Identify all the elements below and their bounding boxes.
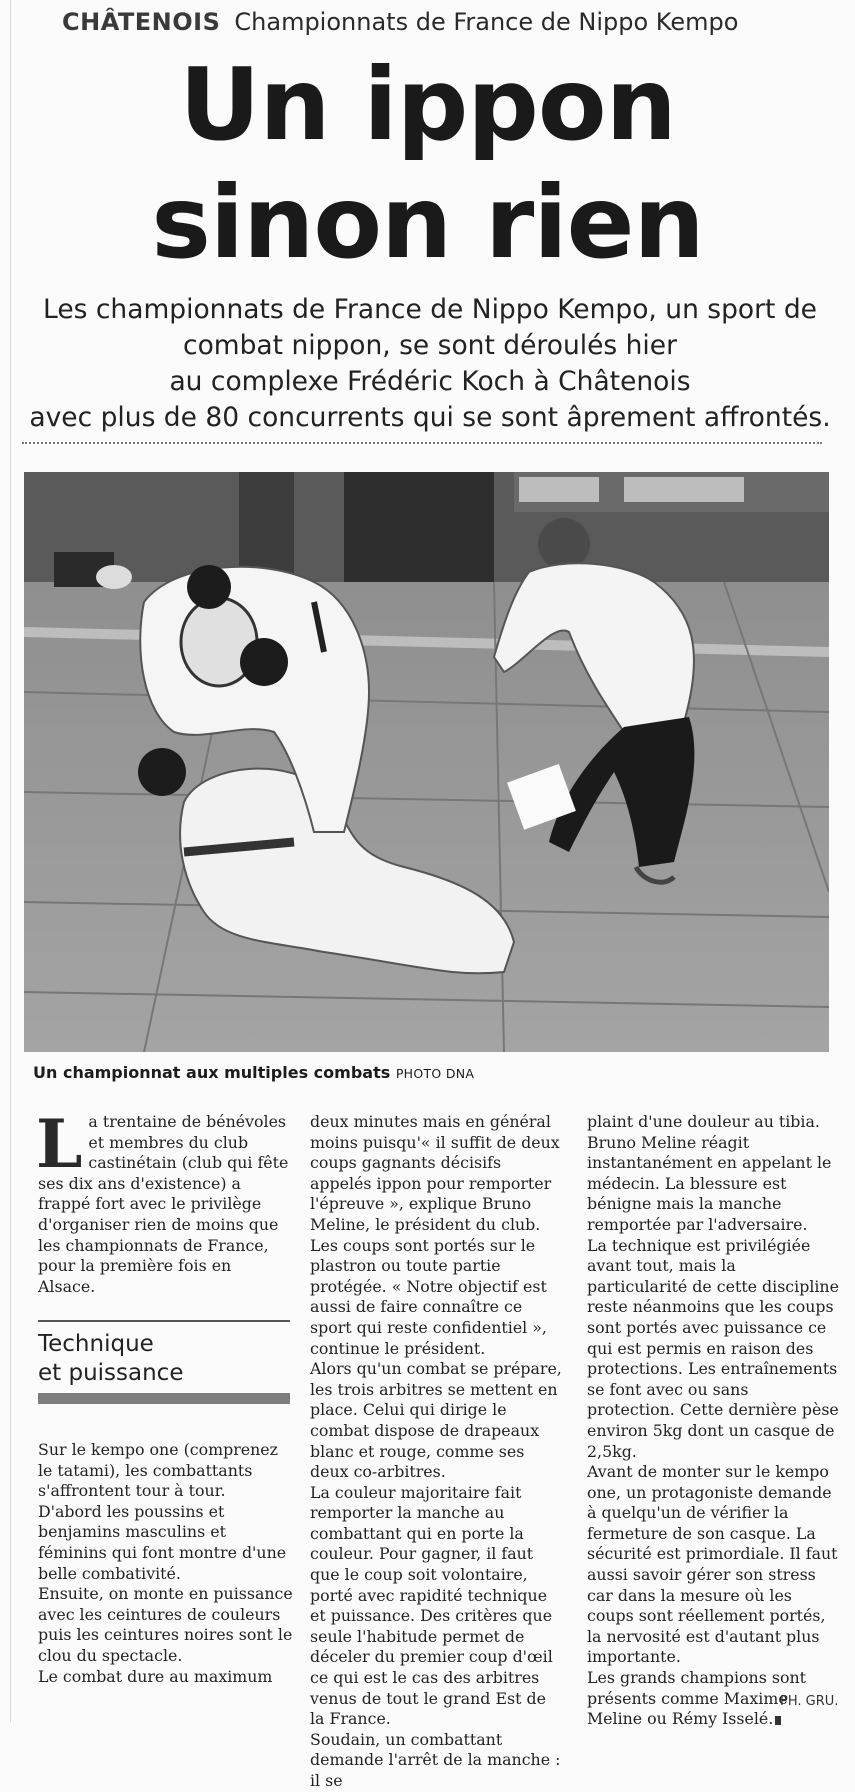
final-text: Les grands champions sont présents comme Maxime Meline ou Rémy Isselé.: [587, 1668, 806, 1729]
subheading: [38, 1330, 183, 1388]
paragraph: Ensuite, on monte en puissance avec les ceintures de couleurs puis les ceintures noires sont le clou du spectacle.: [38, 1584, 293, 1665]
lead-line-2: combat nippon, se sont déroulés hier: [183, 330, 677, 361]
paragraph: Avant de monter sur le kempo one, un protagoniste demande à quelqu'un de vérifier la fermeture de son casque. La sécurité est primordiale. Il faut aussi savoir gérer son stress car dans la mesure où les coups sont réellement portés, la nervosité est d'autant plus importante.: [587, 1462, 838, 1667]
end-mark-icon: [775, 1716, 781, 1725]
drop-cap: L: [36, 1105, 83, 1183]
column-1-body: [38, 1440, 293, 1687]
column-1-intro: [36, 1105, 293, 1297]
paragraph: Soudain, un combattant demande l'arrêt de la manche : il se: [310, 1729, 561, 1790]
subheading-line-1: Technique: [38, 1331, 154, 1357]
lead-line-3: au complexe Frédéric Koch à Châtenois: [169, 366, 691, 397]
headline: [0, 46, 855, 282]
subheading-line-2: et puissance: [38, 1360, 184, 1386]
paragraph: plaint d'une douleur au tibia. Bruno Meline réagit instantanément en appelant le médecin. La blessure est bénigne mais la manche remportée par l'adversaire.: [587, 1112, 832, 1234]
paragraph: Les coups sont portés sur le plastron ou toute partie protégée. « Notre objectif est aussi de faire connaître ce sport qui reste confidentiel », continue le président.: [310, 1235, 547, 1358]
lead-paragraph: [20, 292, 840, 436]
photo-credit: PHOTO DNA: [395, 1066, 475, 1081]
dotted-divider: [22, 442, 822, 444]
column-3: [587, 1112, 839, 1730]
paragraph: Le combat dure au maximum: [38, 1666, 273, 1686]
news-photo: [24, 472, 829, 1052]
subhead-rule-top: [38, 1320, 290, 1322]
subhead-rule-bottom: [38, 1393, 290, 1404]
paragraph: deux minutes mais en général moins puisqu'« il suffit de deux coups gagnants décisifs appelés ippon pour remporter l'épreuve », explique Bruno Meline, le président du club.: [310, 1112, 560, 1234]
column-2: [310, 1112, 565, 1792]
headline-line-2: sinon rien: [151, 164, 704, 281]
lead-line-1: Les championnats de France de Nippo Kempo, un sport de: [43, 294, 817, 325]
photo-caption: [33, 1063, 474, 1082]
kicker-text: Championnats de France de Nippo Kempo: [234, 8, 739, 36]
author-signature: PH. GRU.: [780, 1694, 839, 1709]
headline-line-1: Un ippon: [179, 46, 676, 163]
intro-paragraph: a trentaine de bénévoles et membres du club castinétain (club qui fête ses dix ans d'existence) a frappé fort avec le privilège d'organiser rien de moins que les championnats de France, pour la première fois en Alsace.: [38, 1112, 289, 1296]
paragraph: La technique est privilégiée avant tout, mais la particularité de cette discipline reste néanmoins que les coups sont portés avec puissance ce qui est permis en raison des protections. Les entraînements se font avec ou sans protection. Cette dernière pèse environ 5kg dont un casque de 2,5kg.: [587, 1235, 839, 1461]
lead-line-4: avec plus de 80 concurrents qui se sont âprement affrontés.: [29, 402, 831, 433]
paragraph: Sur le kempo one (comprenez le tatami), les combattants s'affrontent tour à tour.: [38, 1440, 278, 1501]
caption-text: Un championnat aux multiples combats: [33, 1063, 391, 1082]
paragraph: Alors qu'un combat se prépare, les trois arbitres se mettent en place. Celui qui dirige le combat dispose de drapeaux blanc et rouge, comme ses deux co-arbitres.: [310, 1359, 562, 1482]
location-label: CHÂTENOIS: [62, 8, 221, 36]
article-kicker: [62, 8, 738, 36]
paragraph: La couleur majoritaire fait remporter la manche au combattant qui en porte la couleur. Pour gagner, il faut que le coup soit volontaire, porté avec rapidité technique et puissance. Des critères que seule l'habitude permet de déceler du premier coup d'œil ce qui est le cas des arbitres venus de tout le grand Est de la France.: [310, 1482, 553, 1729]
paragraph: D'abord les poussins et benjamins masculins et féminins qui font montre d'une belle combativité.: [38, 1501, 287, 1583]
